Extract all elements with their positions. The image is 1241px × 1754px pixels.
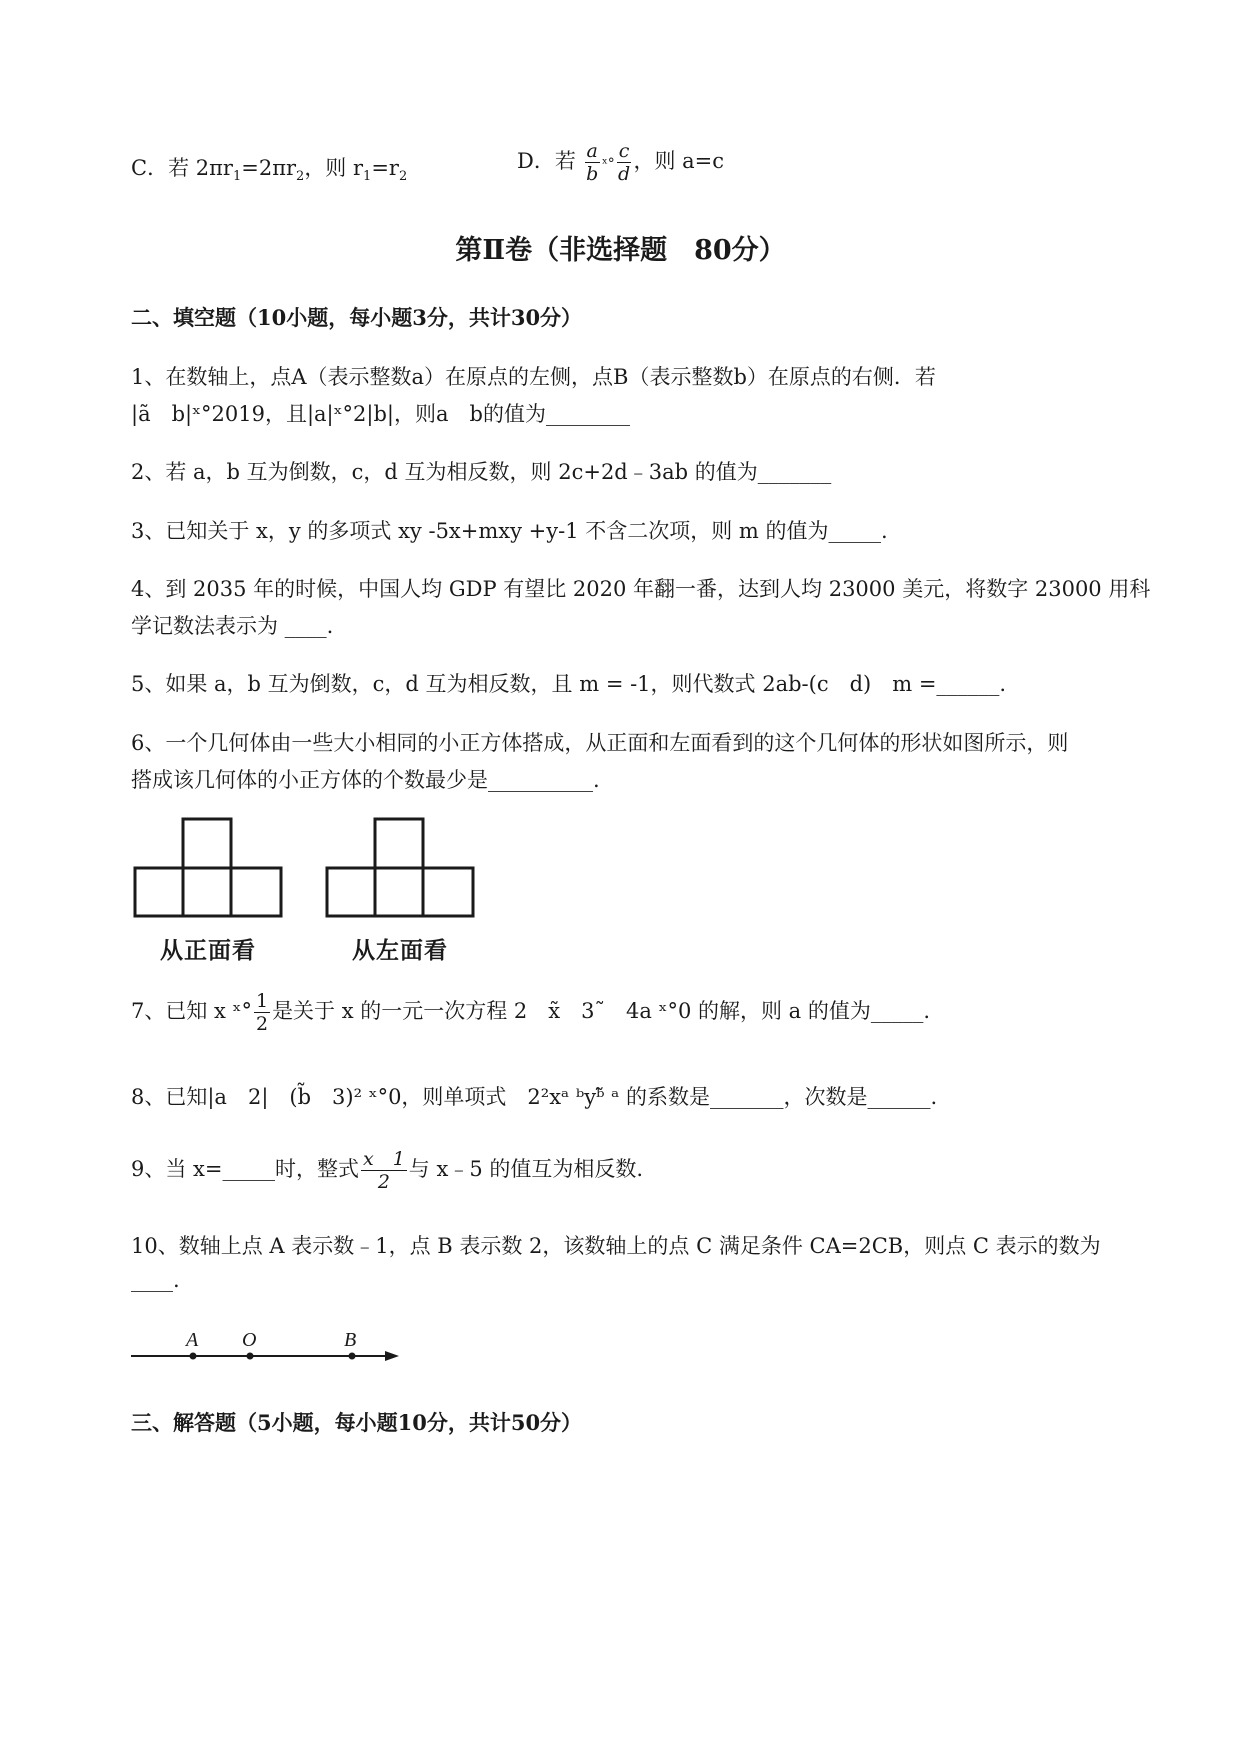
question-2: 2、若 a，b 互为倒数，c，d 互为相反数，则 2c+2d﹣3ab 的值为_______	[131, 460, 832, 484]
fraction	[254, 990, 270, 1035]
point-b-dot	[349, 1353, 356, 1360]
question-6-line-2: 搭成该几何体的小正方体的个数最少是__________.	[131, 768, 600, 792]
point-b-label: B	[344, 1329, 357, 1351]
choice-d-label: D．若	[517, 149, 576, 173]
subscript: 2	[296, 169, 305, 185]
fraction-denominator: 2	[255, 1013, 269, 1035]
fill-in-heading: 二、填空题（10小题，每小题3分，共计30分）	[131, 305, 583, 330]
fraction-numerator: a	[586, 140, 598, 162]
point-a-dot	[190, 1353, 197, 1360]
choice-d-then: ，则 a=c	[633, 149, 725, 173]
cube-square	[231, 868, 281, 916]
operator-glyph: ˣ°	[601, 156, 615, 172]
fraction	[617, 140, 632, 185]
choice-c	[131, 152, 407, 184]
number-line-figure	[131, 1326, 401, 1370]
question-10-line-1: 10、数轴上点 A 表示数﹣1，点 B 表示数 2，该数轴上的点 C 满足条件 CA=2CB，则点 C 表示的数为	[131, 1234, 1101, 1258]
cube-square	[183, 819, 231, 868]
fraction-denominator: d	[618, 163, 631, 185]
question-9-pre: 9、当 x=_____时，整式	[131, 1157, 359, 1181]
choice-c-label: C．若 2πr	[131, 156, 233, 180]
left-view-caption: 从左面看	[352, 937, 448, 964]
fraction	[585, 140, 600, 185]
question-9	[131, 1148, 643, 1193]
point-o-dot	[247, 1353, 254, 1360]
front-view-caption: 从正面看	[160, 937, 256, 964]
cube-square	[375, 868, 423, 916]
choice-c-mid: =2πr	[241, 156, 297, 180]
front-view-figure	[133, 817, 285, 919]
point-o-label: O	[242, 1329, 257, 1351]
question-7-pre: 7、已知 x ˣ°	[131, 999, 252, 1023]
cube-square	[135, 868, 183, 916]
arrow-head-icon	[385, 1351, 399, 1361]
fraction-numerator: c	[618, 140, 630, 162]
choice-d	[517, 140, 724, 185]
cube-square	[327, 868, 375, 916]
cube-square	[375, 819, 423, 868]
point-a-label: A	[186, 1329, 199, 1351]
question-3: 3、已知关于 x，y 的多项式 xy -5x+mxy +y-1 不含二次项，则 m 的值为_____.	[131, 519, 888, 543]
subscript: 1	[363, 169, 372, 185]
fraction	[361, 1148, 407, 1193]
question-7-post: 是关于 x 的一元一次方程 2 x̃ 3˜ 4a ˣ°0 的解，则 a 的值为_____.	[272, 999, 931, 1023]
answer-heading: 三、解答题（5小题，每小题10分，共计50分）	[131, 1410, 583, 1435]
fraction-denominator: 2	[377, 1171, 390, 1193]
choice-c-then: ，则 r	[304, 156, 364, 180]
question-5: 5、如果 a，b 互为倒数，c，d 互为相反数，且 m = -1，则代数式 2ab-(c d) m =______.	[131, 672, 1007, 696]
fraction-numerator: x 1	[362, 1148, 405, 1170]
cube-square	[423, 868, 473, 916]
section-title: 第Ⅱ卷（非选择题 80分）	[455, 235, 786, 266]
fraction-numerator: 1	[255, 990, 269, 1012]
cube-square	[183, 868, 231, 916]
question-9-post: 与 x﹣5 的值互为相反数.	[408, 1157, 644, 1181]
question-1-line-2: |ã b|ˣ°2019，且|a|ˣ°2|b|，则a b的值为________	[131, 402, 630, 426]
question-8: 8、已知|a 2| (b̃ 3)² ˣ°0，则单项式 2²xᵃ ᵇyᵇ̃ ᵃ 的系数是_______，次数是______.	[131, 1085, 938, 1109]
choice-c-eq: =r	[371, 156, 399, 180]
question-10-line-2: ____.	[131, 1268, 180, 1292]
question-4-line-1: 4、到 2035 年的时候，中国人均 GDP 有望比 2020 年翻一番，达到人均 23000 美元，将数字 23000 用科	[131, 577, 1151, 601]
left-view-figure	[325, 817, 477, 919]
question-1-line-1: 1、在数轴上，点A（表示整数a）在原点的左侧，点B（表示整数b）在原点的右侧．若	[131, 365, 936, 389]
subscript: 2	[398, 169, 408, 185]
question-6-line-1: 6、一个几何体由一些大小相同的小正方体搭成，从正面和左面看到的这个几何体的形状如图所示，则	[131, 731, 1069, 755]
fraction-denominator: b	[586, 163, 599, 185]
question-4-line-2: 学记数法表示为 ____.	[131, 614, 334, 638]
question-7	[131, 990, 930, 1035]
subscript: 1	[232, 169, 242, 185]
